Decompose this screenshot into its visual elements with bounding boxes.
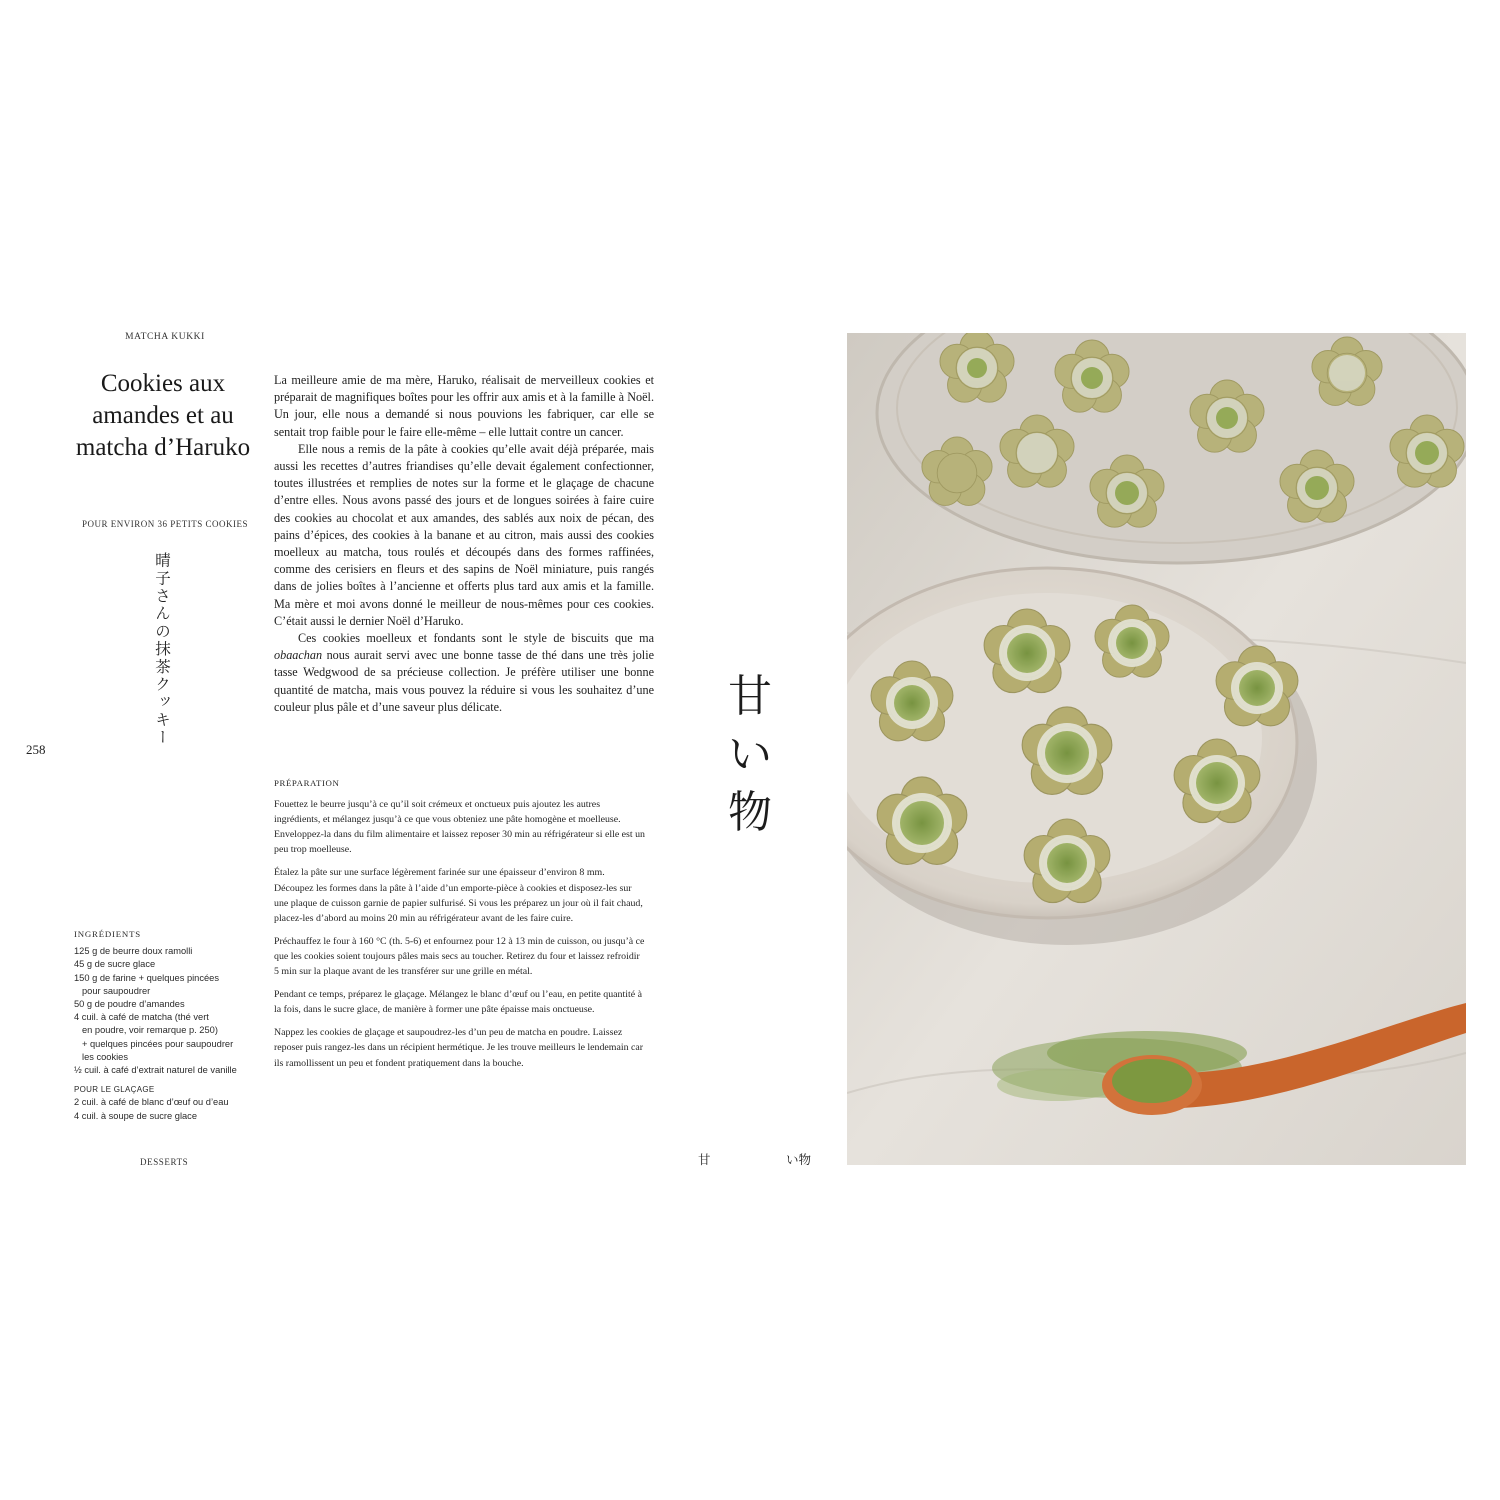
intro-paragraph: La meilleure amie de ma mère, Haruko, réalisait de merveilleux cookies et préparait de magnifiques boîtes pour les offrir aux amis et à la famille à Noël. Un jour, elle nous a demandé si nous pouvions les fabriquer, car elle se sentait trop faible pour le faire elle-même – elle luttait contre un cancer. bbox=[274, 373, 654, 439]
intro-text-run: Ces cookies moelleux et fondants sont le style de biscuits que ma bbox=[298, 631, 654, 646]
ingredients-heading: INGRÉDIENTS bbox=[74, 929, 141, 939]
page-number: 258 bbox=[26, 742, 46, 757]
preparation-step: Étalez la pâte sur une surface légèrement farinée sur une épaisseur d’environ 8 mm. Découpez les formes dans la pâte à l’aide d’un emporte-pièce à cookies et disposez-les sur une plaque de cuisson garnie de papier sulfurisé. Si vous les préparez un jour où il fait chaud, placez-les d’abord au moins 20 min au réfrigérateur avant de les faire cuire. bbox=[274, 867, 643, 924]
preparation-step: Nappez les cookies de glaçage et saupoudrez-les d’un peu de matcha en poudre. Laissez reposer puis rangez-les dans un récipient hermétique. Je les trouve meilleurs le lendemain car ils ramollissent un peu et fondent pratiquement dans la bouche. bbox=[274, 1027, 644, 1069]
preparation-heading: PRÉPARATION bbox=[274, 778, 340, 788]
recipe-title: Cookies aux amandes et au matcha d’Haruko bbox=[75, 370, 251, 461]
ingredient-line: 45 g de sucre glace bbox=[74, 959, 156, 970]
ingredient-line: ½ cuil. à café d’extrait naturel de vanille bbox=[74, 1065, 237, 1076]
intro-text bbox=[274, 372, 654, 716]
right-footer-left: 甘 bbox=[698, 1152, 711, 1167]
glaze-ingredient-line: 2 cuil. à café de blanc d’œuf ou d’eau bbox=[74, 1097, 229, 1108]
preparation-section bbox=[274, 776, 646, 1079]
japanese-char: 物 bbox=[728, 787, 772, 838]
ingredient-line: + quelques pincées pour saupoudrer bbox=[82, 1038, 234, 1049]
glaze-ingredient-line: 4 cuil. à soupe de sucre glace bbox=[74, 1110, 198, 1121]
japanese-char: 甘 bbox=[728, 671, 772, 722]
japanese-char: い bbox=[728, 729, 772, 780]
recipe-yield: POUR ENVIRON 36 PETITS COOKIES bbox=[81, 519, 248, 529]
intro-paragraph bbox=[274, 630, 654, 716]
ingredients-list bbox=[74, 928, 264, 1123]
ingredient-line: 125 g de beurre doux ramolli bbox=[74, 946, 193, 957]
intro-italic-word: obaachan bbox=[274, 648, 323, 663]
cookies-photo bbox=[847, 333, 1466, 1165]
right-footer-right: い物 bbox=[786, 1152, 812, 1167]
japanese-chapter-title bbox=[722, 668, 778, 842]
glaze-heading: POUR LE GLAÇAGE bbox=[74, 1085, 155, 1095]
ingredient-line: 4 cuil. à café de matcha (thé vert bbox=[74, 1012, 209, 1023]
ingredient-line: 150 g de farine + quelques pincées bbox=[74, 972, 219, 983]
preparation-step: Fouettez le beurre jusqu’à ce qu’il soit crémeux et onctueux puis ajoutez les autres ingrédients, et mélangez jusqu’à ce que vous obteniez une pâte homogène et moelleuse. Enveloppez-la dans du film alimentaire et laissez reposer 30 min au réfrigérateur si elle est un peu trop moelleuse. bbox=[274, 799, 645, 856]
japanese-title-vertical: 晴子さんの抹茶クッキー bbox=[153, 552, 171, 747]
ingredient-line: 50 g de poudre d’amandes bbox=[74, 999, 185, 1010]
preparation-step: Pendant ce temps, préparez le glaçage. Mélangez le blanc d’œuf ou l’eau, en petite quantité à la fois, dans le sucre glace, de manière à former une pâte épaisse mais onctueuse. bbox=[274, 989, 642, 1016]
intro-text-run: nous aurait servi avec une bonne tasse de thé dans une très jolie tasse Wedgwood de sa précieuse collection. Je préfère utiliser une bonne quantité de matcha, mais vous pouvez la réduire si vous les souhaitez d’une couleur plus pâle et d’une saveur plus délicate. bbox=[274, 648, 654, 714]
ingredient-line: pour saupoudrer bbox=[82, 985, 151, 996]
ingredient-line: les cookies bbox=[82, 1051, 128, 1062]
ingredient-line: en poudre, voir remarque p. 250) bbox=[82, 1025, 218, 1036]
running-head: MATCHA KUKKI bbox=[125, 332, 205, 342]
intro-paragraph: Elle nous a remis de la pâte à cookies qu’elle avait déjà préparée, mais aussi les recettes d’autres friandises qu’elle devait également confectionner, toutes illustrées et remplies de notes sur la forme et le glaçage de chacune d’entre elles. Nous avons passé des jours et de longues soirées à faire cuire des cookies au chocolat et aux amandes, des sablés aux noix de pécan, des pains d’épices, des cookies à la banane et au citron, mais aussi des cookies moelleux au matcha, tous roulés et découpés dans des formes raffinées, comme des cerisiers en fleurs et des sapins de Noël miniature, puis rangés dans de jolies boîtes à l’ancienne et offerts plus tard aux amis et la famille. Ma mère et moi avons donné le meilleur de nous-mêmes pour ces cookies. C’était aussi le dernier Noël d’Haruko. bbox=[274, 441, 654, 628]
section-footer: DESSERTS bbox=[140, 1157, 189, 1167]
preparation-step: Préchauffez le four à 160 °C (th. 5-6) et enfournez pour 12 à 13 min de cuisson, ou jusqu’à ce que les cookies soient toujours pâles mais secs au toucher. Retirez du four et laissez refroidir 5 min sur la plaque avant de les transférer sur une grille en métal. bbox=[274, 935, 645, 978]
